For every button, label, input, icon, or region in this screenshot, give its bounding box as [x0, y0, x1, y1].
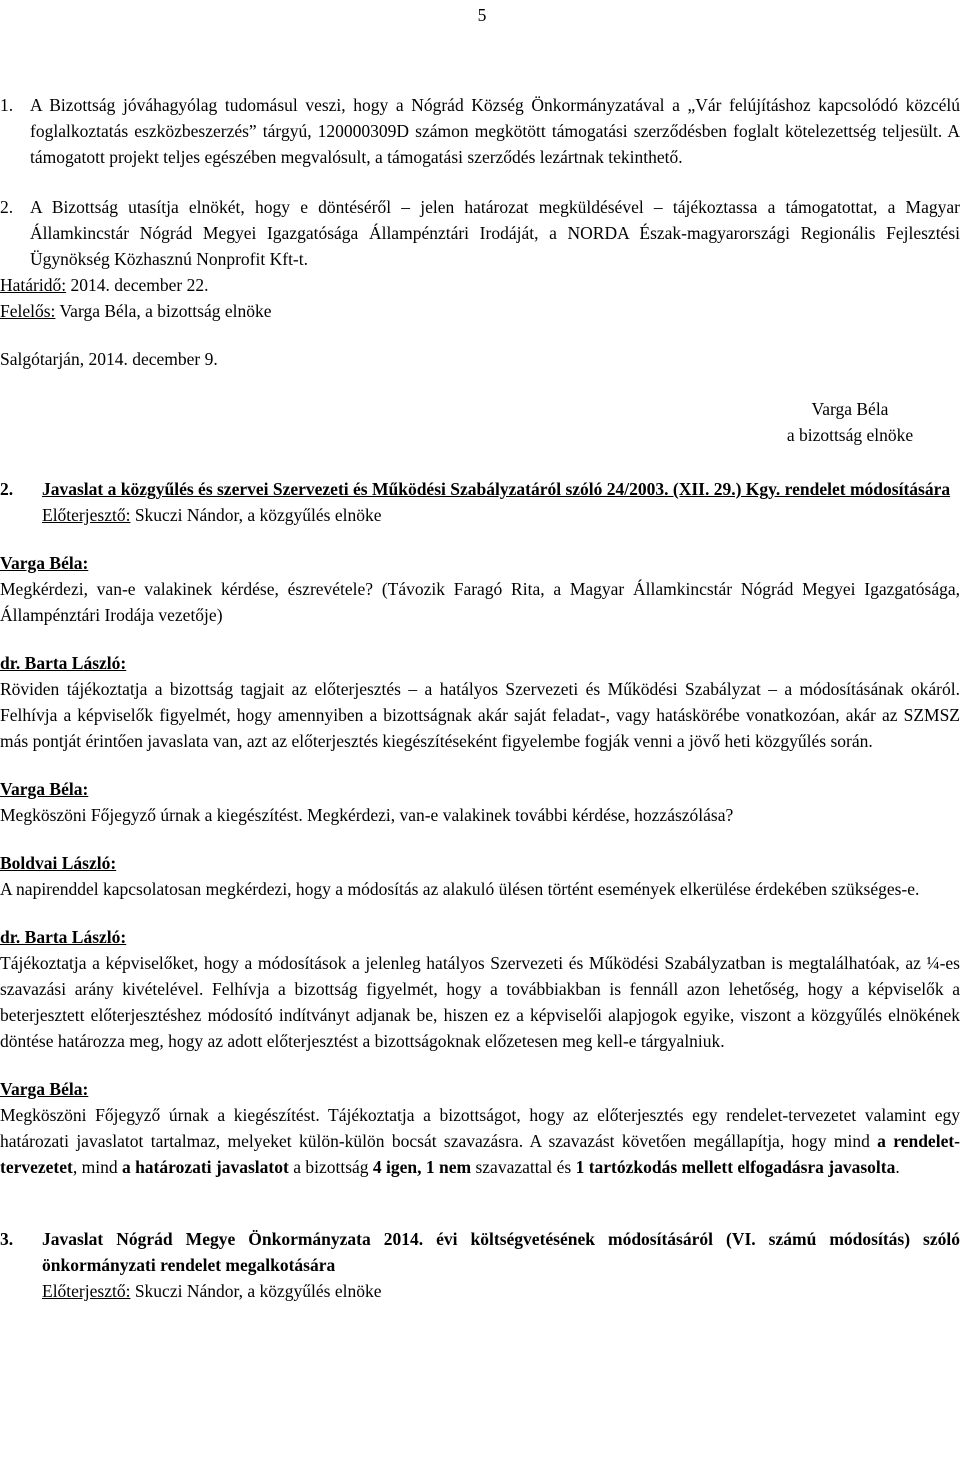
agenda-title: Javaslat a közgyűlés és szervei Szervezeti és Működési Szabályzatáról szóló 24/2003. (XII. 29.) Kgy. rendelet módosítására — [42, 479, 951, 499]
decision-item-1 — [0, 92, 960, 170]
decision-text: A Bizottság jóváhagyólag tudomásul veszi, hogy a Nógrád Község Önkormányzatával a „Vár felújításhoz kapcsolódó közcélú foglalkoztatás eszközbeszerzés” tárgyú, 120000309D számon megkötött támogatási szerződésben foglalt kötelezettség teljesült. A támogatott projekt teljes egészében megvalósult, a támogatási szerződés lezártnak tekinthető. — [30, 95, 960, 167]
agenda-item-3 — [0, 1226, 960, 1278]
speech-text: Röviden tájékoztatja a bizottság tagjait az előterjesztés – a hatályos Szervezeti és Működési Szabályzat – a módosításának okáról. Felhívja a képviselők figyelmét, hogy amennyiben a bizottságnak akár saját feladat-, vagy hatáskörébe vonatkozóan, akár az SZMSZ más pontját érintően javaslata van, azt az előterjesztés kiegészítéseként figyelembe fogják venni a jövő heti közgyűlés során. — [0, 679, 960, 751]
speaker-name: Varga Béla: — [0, 1079, 89, 1099]
speaker-name: Varga Béla: — [0, 553, 89, 573]
speech-text: Megköszöni Főjegyző úrnak a kiegészítést. Megkérdezi, van-e valakinek további kérdése, hozzászólása? — [0, 805, 734, 825]
bold-run: a határozati javaslatot — [121, 1157, 289, 1177]
text-run: , mind — [72, 1157, 122, 1177]
speech — [0, 550, 960, 628]
speaker-name: Varga Béla: — [0, 779, 89, 799]
speech — [0, 850, 960, 902]
agenda-number: 3. — [0, 1229, 14, 1249]
speech-text: Tájékoztatja a képviselőket, hogy a módosítások a jelenleg hatályos Szervezeti és Működési Szabályzatban is megtalálhatóak, az ¼-es szavazási arány kivételével. Felhívja a bizottság figyelmét, hogy a továbbiakban is fennáll azon lehetőség, hogy a képviselők a beterjesztett előterjesztéshez módosító indítványt adjanak be, hiszen ez a képviselői alapjogok egyike, viszont a közgyűlés elnökének döntése határozza meg, hogy az adott előterjesztést a bizottságoknak előzetesen meg kell-e tárgyalniuk. — [0, 953, 960, 1051]
decision-number: 1. — [0, 95, 14, 115]
presenter-value: Skuczi Nándor, a közgyűlés elnöke — [130, 1281, 382, 1301]
presenter-line — [0, 502, 960, 528]
agenda-number: 2. — [0, 479, 14, 499]
page-number: 5 — [477, 5, 487, 25]
deadline-value: 2014. december 22. — [66, 275, 209, 295]
deadline-label: Határidő: — [0, 275, 67, 295]
agenda-item-2 — [0, 476, 960, 502]
signature-name: Varga Béla — [811, 399, 889, 419]
document-body — [0, 92, 960, 1304]
place-date: Salgótarján, 2014. december 9. — [0, 349, 218, 369]
speech — [0, 776, 960, 828]
responsible-label: Felelős: — [0, 301, 56, 321]
speaker-name: Boldvai László: — [0, 853, 117, 873]
decision-number: 2. — [0, 197, 14, 217]
speech-text — [0, 1102, 960, 1180]
speech — [0, 1076, 960, 1180]
responsible-line — [0, 298, 960, 324]
text-run: a bizottság — [288, 1157, 373, 1177]
presenter-line — [0, 1278, 960, 1304]
responsible-value: Varga Béla, a bizottság elnöke — [55, 301, 272, 321]
presenter-label: Előterjesztő: — [42, 505, 131, 525]
text-run: szavazattal és — [471, 1157, 576, 1177]
decision-item-2 — [0, 194, 960, 272]
speaker-name: dr. Barta László: — [0, 927, 127, 947]
speech — [0, 650, 960, 754]
presenter-value: Skuczi Nándor, a közgyűlés elnöke — [130, 505, 382, 525]
speech-text: Megkérdezi, van-e valakinek kérdése, észrevétele? (Távozik Faragó Rita, a Magyar Államkincstár Nógrád Megyei Igazgatósága, Állampénztári Irodája vezetője) — [0, 579, 960, 625]
bold-run: a rendelet-tervezetet — [0, 1131, 960, 1177]
speech-text: A napirenddel kapcsolatosan megkérdezi, hogy a módosítás az alakuló ülésen történt események elkerülése érdekében szükséges-e. — [0, 879, 920, 899]
presenter-label: Előterjesztő: — [42, 1281, 131, 1301]
speaker-name: dr. Barta László: — [0, 653, 127, 673]
speech — [0, 924, 960, 1054]
text-run: . — [895, 1157, 900, 1177]
decision-text: A Bizottság utasítja elnökét, hogy e döntéséről – jelen határozat megküldésével – tájékoztassa a támogatottat, a Magyar Államkincstár Nógrád Megyei Igazgatósága Állampénztári Irodáját, a NORDA Észak-magyarországi Regionális Fejlesztési Ügynökség Közhasznú Nonprofit Kft-t. — [30, 197, 960, 269]
text-run: Megköszöni Főjegyző úrnak a kiegészítést. Tájékoztatja a bizottságot, hogy az előterjesztés egy rendelet-tervezetet valamint egy határozati javaslatot tartalmaz, melyeket külön-külön bocsát szavazásra. A szavazást követően megállapítja, hogy mind — [0, 1105, 960, 1151]
agenda-title: Javaslat Nógrád Megye Önkormányzata 2014. évi költségvetésének módosításáról (VI. számú módosítás) szóló önkormányzati rendelet megalkotására — [42, 1229, 960, 1275]
signature-title: a bizottság elnöke — [786, 425, 914, 445]
bold-run: 1 tartózkodás mellett elfogadásra javasolta — [575, 1157, 896, 1177]
signature-block — [750, 396, 950, 448]
bold-run: 4 igen, 1 nem — [372, 1157, 472, 1177]
deadline-line — [0, 272, 960, 298]
